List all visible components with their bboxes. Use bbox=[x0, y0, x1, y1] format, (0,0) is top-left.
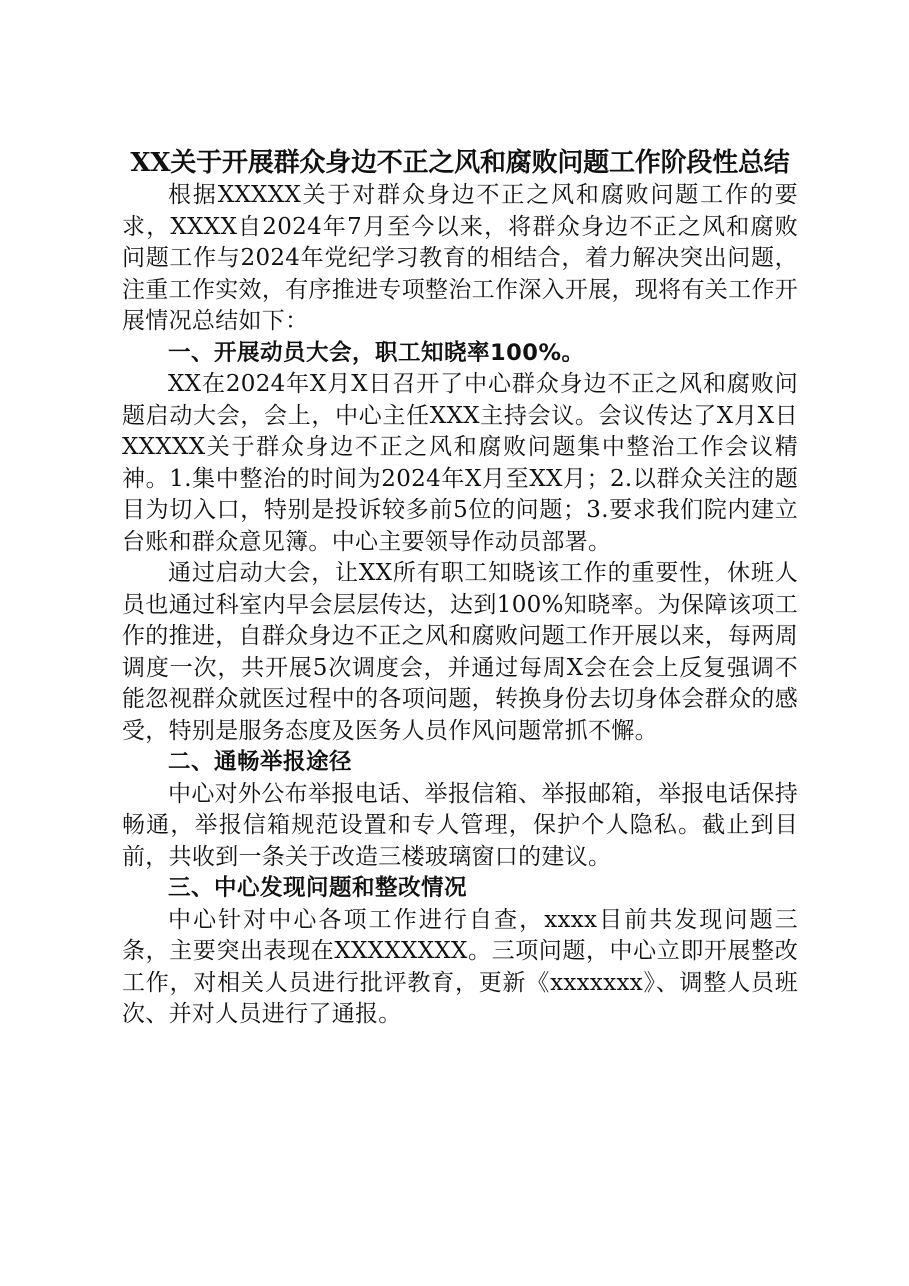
section-heading-1: 一、开展动员大会，职工知晓率100%。 bbox=[168, 339, 585, 366]
section-heading-2: 二、通畅举报途径 bbox=[168, 749, 353, 775]
document-title: XX关于开展群众身边不正之风和腐败问题工作阶段性总结 bbox=[130, 148, 790, 178]
section3-paragraph-1: 中心针对中心各项工作进行自查，xxxx目前共发现问题三条，主要突出表现在XXXXXXXX。三项问题，中心立即开展整改工作，对相关人员进行批评教育，更新《xxxxxxx》、调整人员班次、并对人员进行了通报。 bbox=[122, 906, 798, 1027]
section-heading-3: 三、中心发现问题和整改情况 bbox=[168, 875, 468, 901]
section1-paragraph-1: XX在2024年X月X日召开了中心群众身边不正之风和腐败问题启动大会，会上，中心主任XXX主持会议。会议传达了X月X日XXXXX关于群众身边不正之风和腐败问题集中整治工作会议精神。1.集中整治的时间为2024年X月至XX月；2.以群众关注的题目为切入口，特别是投诉较多前5位的问题；3.要求我们院内建立台账和群众意见簿。中心主要领导作动员部署。 bbox=[122, 371, 798, 555]
section1-paragraph-2: 通过启动大会，让XX所有职工知晓该工作的重要性，休班人员也通过科室内早会层层传达，达到100%知晓率。为保障该项工作的推进，自群众身边不正之风和腐败问题工作开展以来，每两周调度一次，共开展5次调度会，并通过每周X会在会上反复强调不能忽视群众就医过程中的各项问题，转换身份去切身体会群众的感受，特别是服务态度及医务人员作风问题常抓不懈。 bbox=[122, 560, 798, 744]
intro-paragraph: 根据XXXXX关于对群众身边不正之风和腐败问题工作的要求，XXXX自2024年7月至今以来，将群众身边不正之风和腐败问题工作与2024年党纪学习教育的相结合，着力解决突出问题，注重工作实效，有序推进专项整治工作深入开展，现将有关工作开展情况总结如下： bbox=[122, 182, 798, 334]
section2-paragraph-1: 中心对外公布举报电话、举报信箱、举报邮箱，举报电话保持畅通，举报信箱规范设置和专人管理，保护个人隐私。截止到目前，共收到一条关于改造三楼玻璃窗口的建议。 bbox=[122, 780, 798, 870]
document-body bbox=[122, 146, 798, 1031]
